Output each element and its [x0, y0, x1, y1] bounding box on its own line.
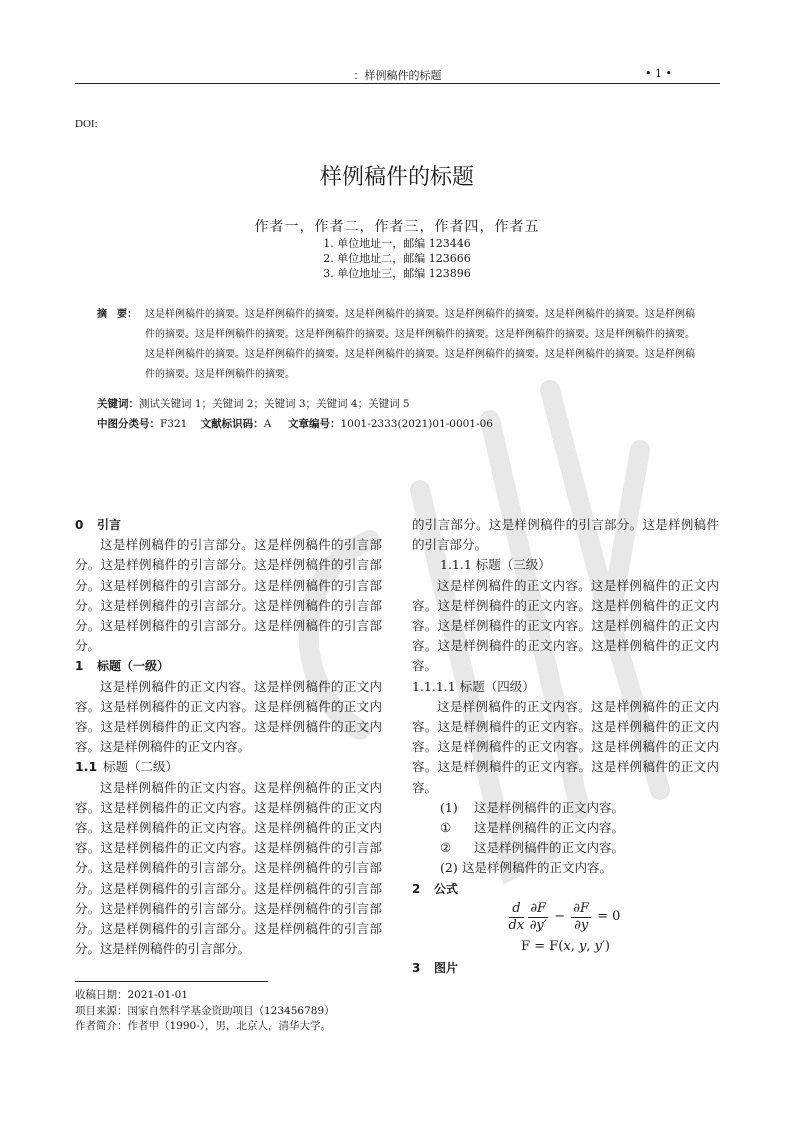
list-item — [412, 838, 719, 858]
list-item — [412, 798, 719, 818]
keywords-line — [97, 396, 410, 412]
section-number: 2 — [412, 881, 421, 896]
clc-label: 中图分类号： — [97, 418, 160, 430]
list-marker: ① — [440, 820, 452, 836]
list-item — [412, 858, 719, 878]
equation-1: $\frac{d}{dx}$ $\frac{\partial F}{\partial y'}$ − $\frac{\partial F}{\partial y}$ = 0 — [508, 900, 621, 933]
body-paragraph: 这是样例稿件的正文内容。这是样例稿件的正文内容。这是样例稿件的正文内容。这是样例稿件的正文内容。这是样例稿件的正文内容。这是样例稿件的正文内容。这是样例稿件的正文内容。 — [75, 678, 382, 755]
fraction-d-dx: $\frac{d}{dx}$ — [508, 900, 525, 933]
abstract-text: 这是样例稿件的摘要。这是样例稿件的摘要。这是样例稿件的摘要。这是样例稿件的摘要。这是样例稿件的摘要。这是样例稿件的摘要。这是样例稿件的摘要。这是样例稿件的摘要。这是样例稿件的摘要。这是样例稿件的摘要。这是样例稿件的摘要。这是样例稿件的摘要。这是样例稿件的摘要。这是样例稿件的摘要。这是样例稿件的摘要。这是样例稿件的摘要。这是样例稿件的摘要。这是样例稿件的摘要。 — [145, 309, 695, 380]
author-bio: 作者简介：作者甲（1990-），男，北京人，清华大学。 — [75, 1020, 332, 1032]
abstract-label: 摘 要： — [97, 309, 137, 320]
section-number: 0 — [75, 518, 84, 532]
body-paragraph: 这是样例稿件的正文内容。这是样例稿件的正文内容。这是样例稿件的正文内容。这是样例稿件的正文内容。这是样例稿件的正文内容。这是样例稿件的正文内容。这是样例稿件的正文内容。这是样例稿件的正文内容。 — [412, 577, 719, 674]
affiliation-2: 2. 单位地址二，邮编 123666 — [323, 252, 471, 265]
intro-paragraph: 这是样例稿件的引言部分。这是样例稿件的引言部分。这是样例稿件的引言部分。这是样例稿件的引言部分。这是样例稿件的引言部分。这是样例稿件的引言部分。这是样例稿件的引言部分。这是样例稿件的引言部分。这是样例稿件的引言部分。这是样例稿件的引言部分。 — [75, 537, 382, 654]
affiliation-1: 1. 单位地址一，邮编 123446 — [323, 237, 471, 250]
section-heading-1-1-1: 1.1.1 标题（三级） — [440, 557, 551, 573]
equation-2: F = F(x, y, y′) — [521, 938, 610, 954]
section-title: 公式 — [434, 881, 459, 896]
doi-label: DOI: — [75, 118, 98, 130]
clc-value: F321 — [160, 418, 188, 430]
continued-paragraph: 的引言部分。这是样例稿件的引言部分。这是样例稿件的引言部分。 — [412, 517, 719, 553]
section-number: 3 — [412, 960, 421, 975]
body-paragraph: 这是样例稿件的正文内容。这是样例稿件的正文内容。这是样例稿件的正文内容。这是样例稿件的正文内容。这是样例稿件的正文内容。这是样例稿件的正文内容。这是样例稿件的正文内容。这是样例稿件的引言部分。这是样例稿件的引言部分。这是样例稿件的引言部分。这是样例稿件的引言部分。这是样例稿件的引言部分。这是样例稿件的引言部分。这是样例稿件的引言部分。这是样例稿件的引言部分。这是样例稿件的引言部分。这是样例稿件的引言部分。 — [75, 779, 382, 957]
keywords-text: 测试关键词 1；关键词 2；关键词 3；关键词 4；关键词 5 — [139, 398, 410, 410]
section-heading-2 — [412, 879, 719, 899]
affiliation-list — [0, 236, 794, 281]
fraction-dF-dyprime: $\frac{\partial F}{\partial y'}$ — [529, 900, 547, 933]
footnotes — [75, 988, 335, 1035]
body-paragraph: 这是样例稿件的正文内容。这是样例稿件的正文内容。这是样例稿件的正文内容。这是样例稿件的正文内容。这是样例稿件的正文内容。这是样例稿件的正文内容。这是样例稿件的正文内容。这是样例稿件的正文内容。 — [412, 698, 719, 795]
section-title: 引言 — [97, 518, 122, 532]
affiliation-3: 3. 单位地址三，邮编 123896 — [323, 267, 471, 280]
funding-source: 项目来源：国家自然科学基金资助项目（123456789） — [75, 1004, 335, 1017]
section-title: 图片 — [434, 960, 459, 975]
running-title: ：样例稿件的标题 — [353, 69, 442, 82]
fraction-dF-dy: $\frac{\partial F}{\partial y}$ — [573, 900, 590, 933]
section-heading-1 — [75, 656, 382, 676]
list-marker: (1) — [440, 799, 458, 815]
doc-code-label: 文献标识码： — [200, 418, 264, 430]
section-title: 标题（一级） — [97, 659, 170, 674]
section-heading-1-1-1-1: 1.1.1.1 标题（四级） — [412, 678, 535, 694]
article-number-label: 文章编号： — [287, 418, 341, 430]
article-number-value: 1001-2333(2021)01-0001-06 — [340, 418, 493, 430]
classification-line — [97, 416, 493, 432]
author-list: 作者一，作者二，作者三，作者四，作者五 — [254, 219, 540, 235]
section-heading-0 — [75, 515, 382, 535]
keywords-label: 关键词： — [97, 398, 139, 410]
paper-title: 样例稿件的标题 — [319, 165, 474, 190]
section-heading-1-1 — [75, 757, 382, 777]
left-column — [75, 515, 382, 959]
list-marker: (2) — [440, 860, 458, 876]
page-number: • 1 • — [645, 67, 672, 80]
section-title: 标题（二级） — [103, 759, 179, 775]
list-text: 这是样例稿件的正文内容。 — [462, 860, 613, 876]
abstract — [97, 305, 702, 385]
section-number: 1 — [75, 659, 84, 674]
list-text: 这是样例稿件的正文内容。 — [474, 820, 625, 836]
section-number: 1.1 — [75, 759, 98, 775]
list-text: 这是样例稿件的正文内容。 — [474, 799, 625, 815]
list-item — [412, 818, 719, 838]
footnote-divider — [75, 981, 268, 982]
received-date: 收稿日期：2021-01-01 — [75, 989, 189, 1001]
right-column — [412, 515, 719, 978]
running-header — [75, 64, 720, 84]
list-marker: ② — [440, 840, 452, 856]
section-heading-3 — [412, 958, 719, 978]
doc-code-value: A — [263, 418, 272, 430]
list-text: 这是样例稿件的正文内容。 — [474, 840, 625, 856]
